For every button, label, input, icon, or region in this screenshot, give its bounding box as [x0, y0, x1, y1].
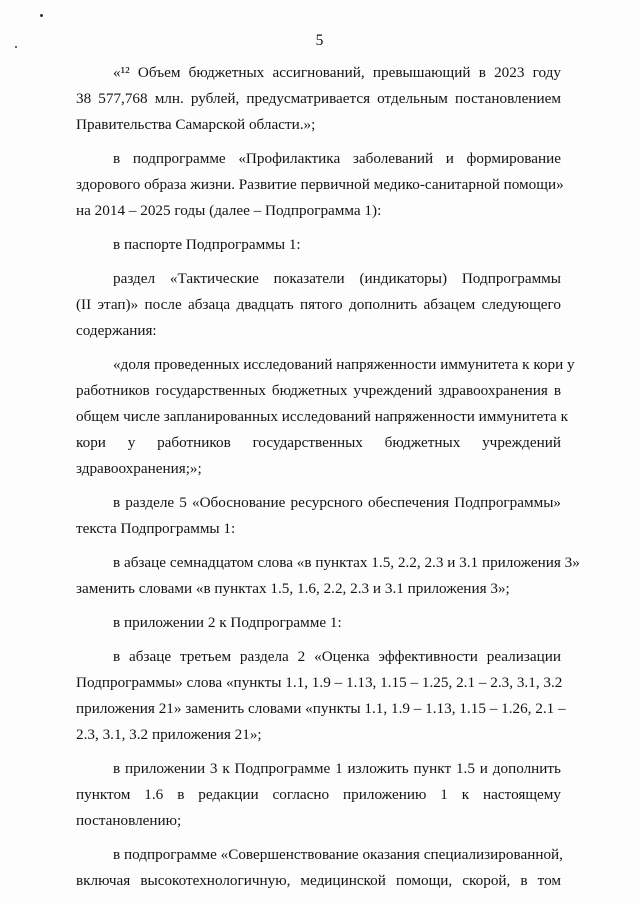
text-line: Подпрограммы» слова «пункты 1.1, 1.9 – 1.13, 1.15 – 1.25, 2.1 – 2.3, 3.1, 3.2 — [76, 674, 563, 691]
text-line: в подпрограмме «Совершенствование оказания специализированной, — [113, 846, 563, 863]
text-line: раздел «Тактические показатели (индикаторы) Подпрограммы — [113, 270, 561, 287]
page-number: 5 — [315, 32, 324, 49]
text-line: «доля проведенных исследований напряженности иммунитета к кори у — [113, 356, 575, 373]
text-line: в разделе 5 «Обоснование ресурсного обеспечения Подпрограммы» — [113, 494, 561, 511]
text-line: текста Подпрограммы 1: — [76, 520, 236, 537]
text-line: в абзаце третьем раздела 2 «Оценка эффективности реализации — [113, 648, 561, 665]
text-line: здорового образа жизни. Развитие первичной медико-санитарной помощи» — [76, 176, 564, 193]
text-line: в приложении 3 к Подпрограмме 1 изложить пункт 1.5 и дополнить — [113, 760, 561, 777]
text-line: пунктом 1.6 в редакции согласно приложению 1 к настоящему — [76, 786, 561, 803]
text-line: (II этап)» после абзаца двадцать пятого дополнить абзацем следующего — [76, 296, 561, 313]
paragraph — [76, 644, 566, 748]
text-line: в паспорте Подпрограммы 1: — [113, 236, 301, 253]
text-line: «¹² Объем бюджетных ассигнований, превышающий в 2023 году — [113, 64, 561, 81]
paragraph — [76, 610, 561, 636]
text-line: 2.3, 3.1, 3.2 приложения 21»; — [76, 726, 262, 743]
text-line: включая высокотехнологичную, медицинской помощи, скорой, в том — [76, 872, 561, 889]
text-line: постановлению; — [76, 812, 182, 829]
text-line: кори у работников государственных бюджетных учреждений — [76, 434, 561, 451]
paragraph — [76, 60, 561, 138]
paragraph — [76, 550, 580, 602]
text-line: общем числе запланированных исследований напряженности иммунитета к — [76, 408, 568, 425]
paragraph — [76, 842, 561, 894]
text-line: работников государственных бюджетных учреждений здравоохранения в — [76, 382, 561, 399]
paragraph — [76, 352, 575, 482]
text-line: Правительства Самарской области.»; — [76, 116, 316, 133]
paragraph — [76, 266, 561, 344]
paragraph — [76, 146, 564, 224]
scan-speck — [40, 14, 43, 17]
paragraph — [76, 756, 561, 834]
document-body — [76, 60, 580, 894]
text-line: приложения 21» заменить словами «пункты 1.1, 1.9 – 1.13, 1.15 – 1.26, 2.1 – — [76, 700, 566, 717]
text-line: заменить словами «в пунктах 1.5, 1.6, 2.2, 2.3 и 3.1 приложения 3»; — [76, 580, 510, 597]
paragraph — [76, 232, 561, 258]
text-line: 38 577,768 млн. рублей, предусматривается отдельным постановлением — [76, 90, 561, 107]
text-line: содержания: — [76, 322, 157, 339]
text-line: на 2014 – 2025 годы (далее – Подпрограмма 1): — [76, 202, 382, 219]
text-line: в абзаце семнадцатом слова «в пунктах 1.5, 2.2, 2.3 и 3.1 приложения 3» — [113, 554, 580, 571]
text-line: в подпрограмме «Профилактика заболеваний и формирование — [113, 150, 561, 167]
paragraph — [76, 490, 561, 542]
text-line: здравоохранения;»; — [76, 460, 202, 477]
text-line: в приложении 2 к Подпрограмме 1: — [113, 614, 342, 631]
